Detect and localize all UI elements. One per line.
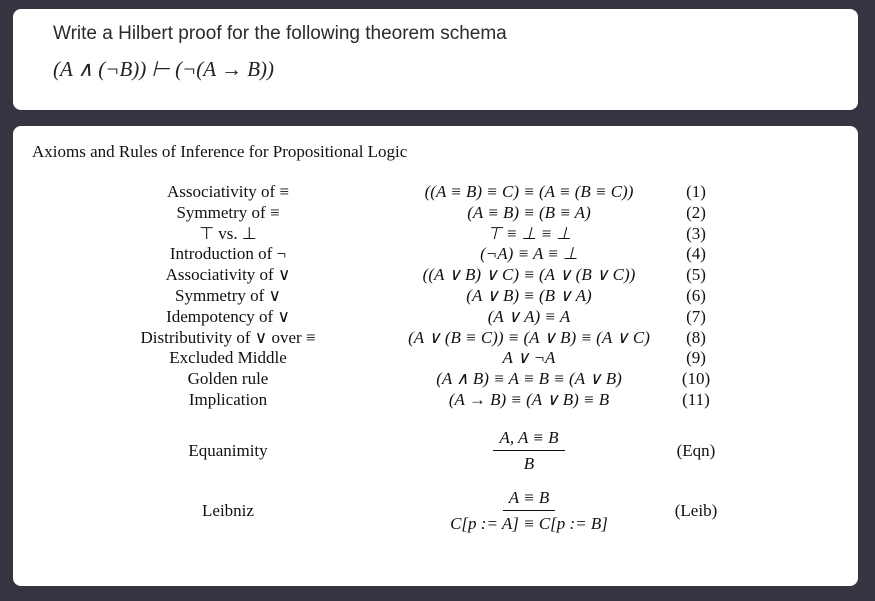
axiom-formula: (A → B) ≡ (A ∨ B) ≡ B bbox=[448, 389, 610, 409]
axiom-number: (10) bbox=[681, 369, 711, 389]
axiom-number: (11) bbox=[682, 389, 710, 409]
axiom-formula: (A ∧ B) ≡ A ≡ B ≡ (A ∨ B) bbox=[436, 369, 622, 389]
inference-premise: A ≡ B bbox=[503, 488, 555, 511]
axiom-name: Idempotency of ∨ bbox=[166, 306, 290, 326]
axiom-formula: (¬A) ≡ A ≡ ⊥ bbox=[480, 244, 578, 264]
axioms-image-card bbox=[13, 126, 858, 586]
axiom-row bbox=[13, 182, 858, 203]
axiom-number: (4) bbox=[686, 244, 706, 264]
inference-conclusion: B bbox=[523, 454, 535, 473]
axiom-row bbox=[13, 224, 858, 245]
axiom-formula: (A ∨ (B ≡ C)) ≡ (A ∨ B) ≡ (A ∨ C) bbox=[408, 327, 650, 347]
axiom-formula: ((A ≡ B) ≡ C) ≡ (A ≡ (B ≡ C)) bbox=[424, 182, 634, 201]
axiom-formula: (A ∨ B) ≡ (B ∨ A) bbox=[466, 285, 592, 305]
axiom-number: (1) bbox=[686, 182, 706, 201]
prompt-text: Write a Hilbert proof for the following theorem schema bbox=[53, 23, 507, 44]
axiom-list bbox=[13, 182, 858, 411]
axiom-name: ⊤ vs. ⊥ bbox=[199, 223, 257, 243]
axiom-row bbox=[13, 369, 858, 390]
axiom-number: (8) bbox=[686, 327, 706, 347]
axiom-formula: ((A ∨ B) ∨ C) ≡ (A ∨ (B ∨ C)) bbox=[422, 265, 636, 285]
axiom-row bbox=[13, 203, 858, 224]
inference-tag: (Leib) bbox=[674, 501, 718, 520]
axiom-formula: ⊤ ≡ ⊥ ≡ ⊥ bbox=[486, 223, 572, 243]
axiom-name: Implication bbox=[188, 389, 268, 409]
inference-rule-equanimity bbox=[13, 428, 858, 478]
axiom-formula: (A ≡ B) ≡ (B ≡ A) bbox=[467, 202, 591, 222]
axiom-number: (7) bbox=[686, 306, 706, 326]
axiom-row bbox=[13, 265, 858, 286]
inference-premise: A, A ≡ B bbox=[493, 428, 564, 451]
inference-conclusion: C[p := A] ≡ C[p := B] bbox=[450, 514, 608, 533]
inference-name: Equanimity bbox=[188, 441, 268, 460]
axiom-formula: A ∨ ¬A bbox=[502, 348, 556, 368]
inference-name: Leibniz bbox=[202, 501, 254, 520]
axiom-name: Associativity of ≡ bbox=[167, 182, 289, 201]
axiom-number: (9) bbox=[686, 348, 706, 368]
axiom-name: Introduction of ¬ bbox=[169, 244, 287, 264]
axiom-number: (2) bbox=[686, 202, 706, 222]
axiom-name: Symmetry of ≡ bbox=[176, 202, 280, 222]
axiom-name: Excluded Middle bbox=[169, 348, 287, 368]
axiom-row bbox=[13, 307, 858, 328]
inference-fraction bbox=[359, 488, 699, 534]
axiom-formula: (A ∨ A) ≡ A bbox=[487, 306, 571, 326]
axiom-row bbox=[13, 348, 858, 369]
axiom-row bbox=[13, 286, 858, 307]
axiom-number: (5) bbox=[686, 265, 706, 285]
inference-tag: (Eqn) bbox=[676, 441, 716, 460]
prompt-formula: (A ∧ (¬B)) ⊢ (¬(A → B)) bbox=[53, 57, 275, 81]
inference-rule-leibniz bbox=[13, 488, 858, 538]
section-title: Axioms and Rules of Inference for Propositional Logic bbox=[32, 142, 408, 161]
axiom-row bbox=[13, 328, 858, 349]
inference-fraction bbox=[359, 428, 699, 474]
prompt-card bbox=[13, 9, 858, 110]
axiom-name: Golden rule bbox=[187, 369, 269, 389]
axiom-name: Distributivity of ∨ over ≡ bbox=[140, 327, 316, 347]
axiom-name: Symmetry of ∨ bbox=[175, 285, 281, 305]
axiom-name: Associativity of ∨ bbox=[165, 265, 291, 285]
axiom-row bbox=[13, 244, 858, 265]
axiom-row bbox=[13, 390, 858, 411]
axiom-number: (6) bbox=[686, 285, 706, 305]
axiom-number: (3) bbox=[686, 223, 706, 243]
